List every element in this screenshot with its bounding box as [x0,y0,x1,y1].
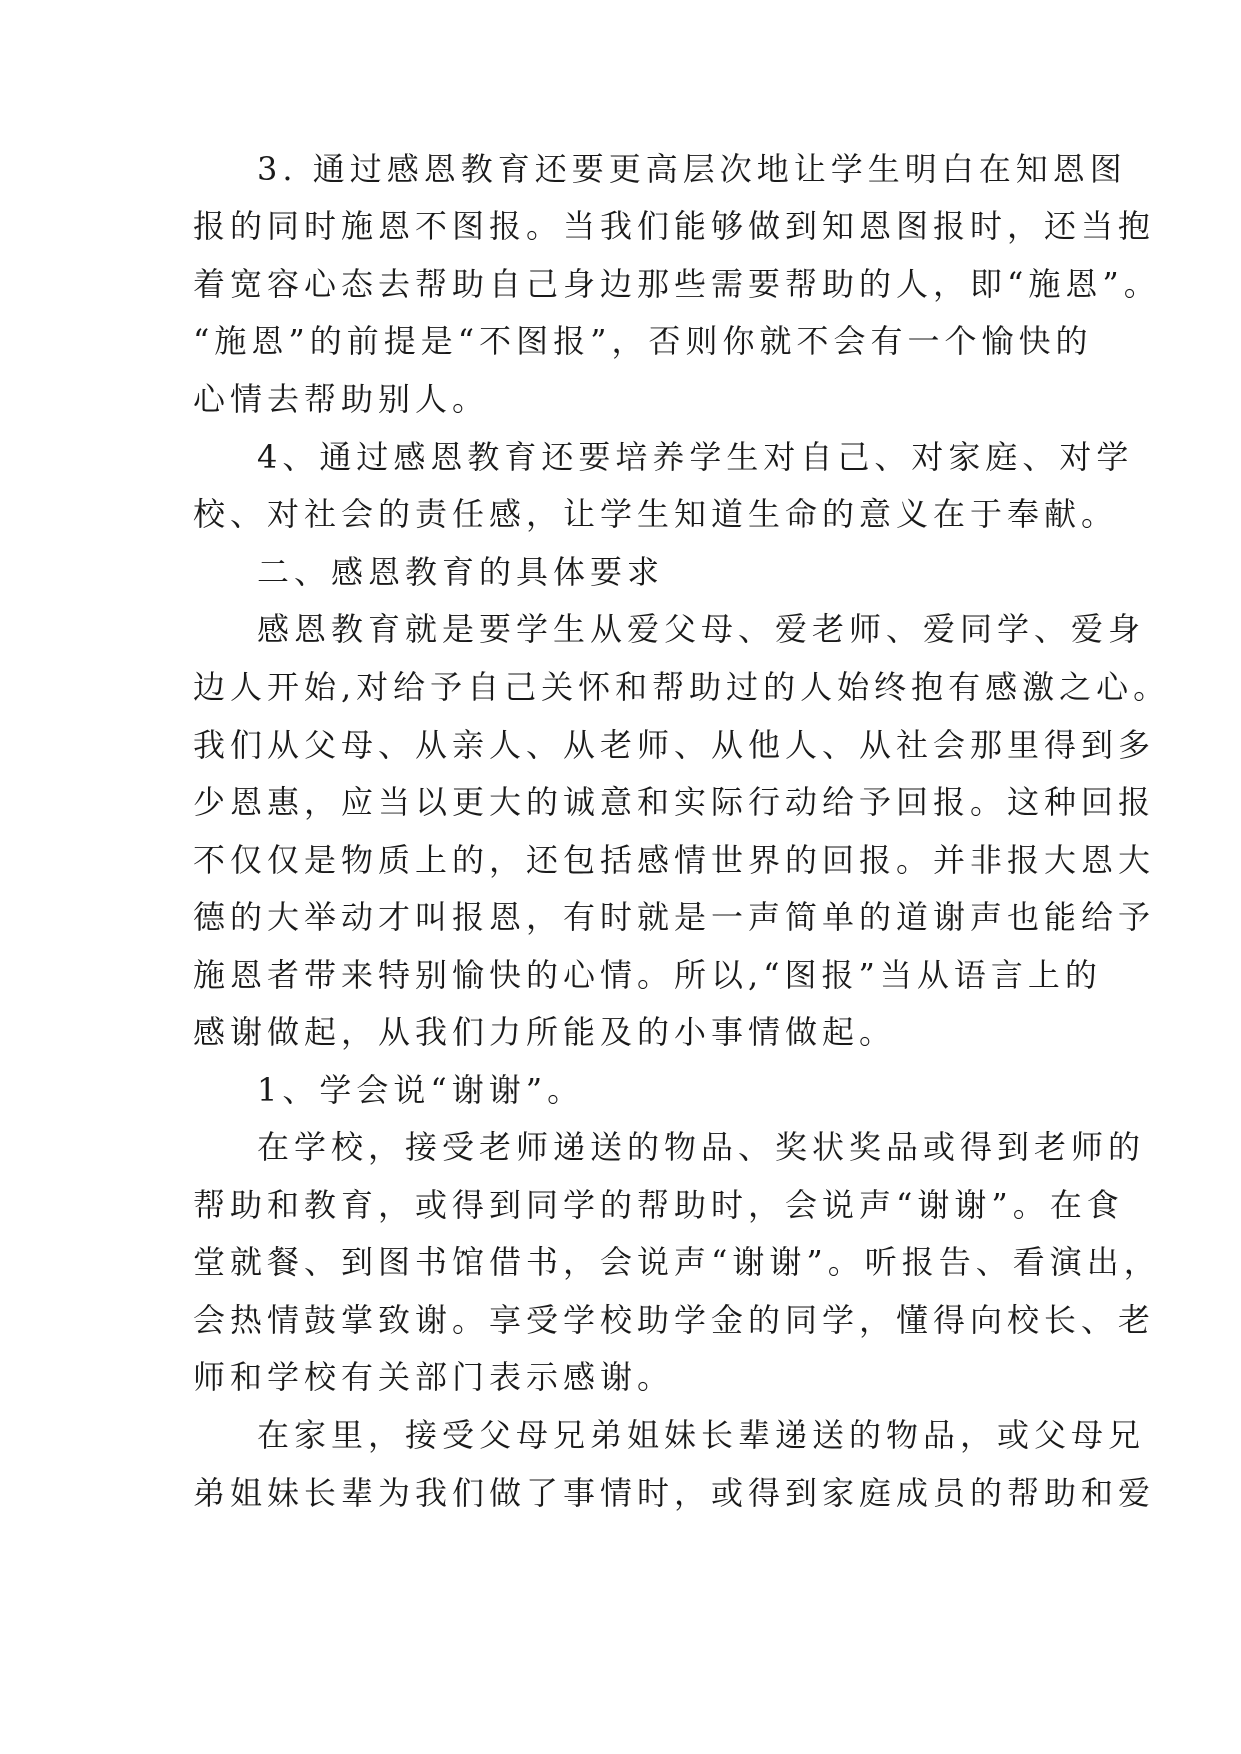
text-line: 着宽容心态去帮助自己身边那些需要帮助的人，即“施恩”。 [193,265,1161,303]
text-line: 会热情鼓掌致谢。享受学校助学金的同学，懂得向校长、老 [193,1301,1156,1339]
text-line: 我们从父母、从亲人、从老师、从他人、从社会那里得到多 [193,726,1156,764]
text-line: 心情去帮助别人。 [193,380,490,418]
text-line: 感恩教育就是要学生从爱父母、爱老师、爱同学、爱身 [257,610,1146,648]
text-line: 边人开始,对给予自己关怀和帮助过的人始终抱有感激之心。 [193,668,1171,706]
text-line: 在学校，接受老师递送的物品、奖状奖品或得到老师的 [257,1128,1146,1166]
text-line: 弟姐妹长辈为我们做了事情时，或得到家庭成员的帮助和爱 [193,1474,1156,1512]
section-heading: 二、感恩教育的具体要求 [257,553,665,591]
text-line: 在家里，接受父母兄弟姐妹长辈递送的物品，或父母兄 [257,1416,1146,1454]
text-line: 3. 通过感恩教育还要更高层次地让学生明白在知恩图 [257,150,1127,188]
text-line: 不仅仅是物质上的，还包括感情世界的回报。并非报大恩大 [193,841,1156,879]
text-line: 师和学校有关部门表示感谢。 [193,1358,675,1396]
text-line: 感谢做起，从我们力所能及的小事情做起。 [193,1013,897,1051]
text-line: 少恩惠，应当以更大的诚意和实际行动给予回报。这种回报 [193,783,1156,821]
text-line: 德的大举动才叫报恩，有时就是一声简单的道谢声也能给予 [193,898,1156,936]
text-line: 帮助和教育，或得到同学的帮助时，会说声“谢谢”。在食 [193,1186,1124,1224]
text-line: “施恩”的前提是“不图报”，否则你就不会有一个愉快的 [193,322,1093,360]
subsection-heading: 1、学会说“谢谢”。 [257,1071,585,1109]
text-line: 施恩者带来特别愉快的心情。所以,“图报”当从语言上的 [193,956,1102,994]
text-line: 校、对社会的责任感，让学生知道生命的意义在于奉献。 [193,495,1119,533]
text-line: 堂就餐、到图书馆借书，会说声“谢谢”。听报告、看演出， [193,1243,1161,1281]
text-line: 报的同时施恩不图报。当我们能够做到知恩图报时，还当抱 [193,207,1156,245]
text-line: 4、通过感恩教育还要培养学生对自己、对家庭、对学 [257,438,1134,476]
